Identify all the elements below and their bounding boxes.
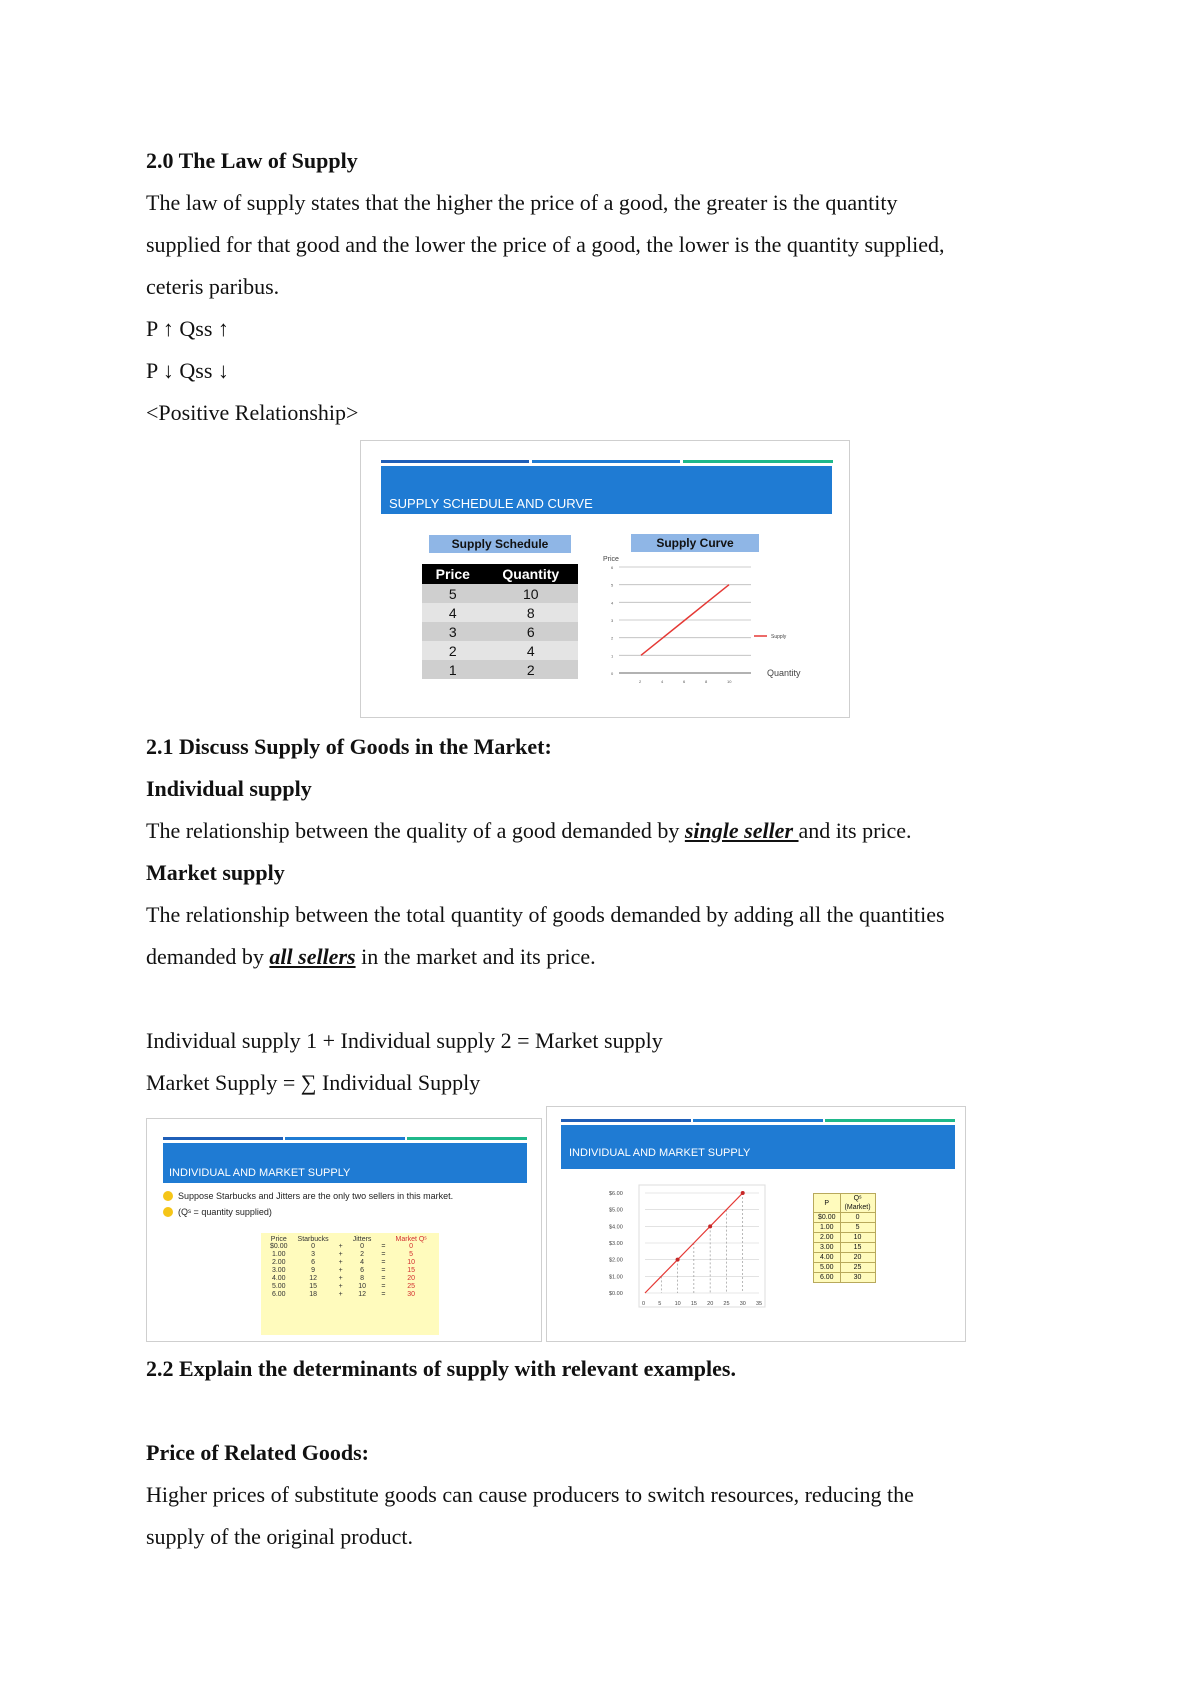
y-tick-label: $6.00 [609, 1191, 623, 1197]
section-heading-law-of-supply: 2.0 The Law of Supply [146, 148, 358, 173]
table-cell: 1.00 [271, 1251, 286, 1258]
table-cell: = [381, 1283, 386, 1290]
col-header-market: Market Qˢ [395, 1236, 427, 1243]
cell-price: 1 [422, 660, 484, 679]
subheading-related-goods: Price of Related Goods: [146, 1440, 369, 1465]
table-cell: 15 [840, 1243, 875, 1253]
section-heading-determinants: 2.2 Explain the determinants of supply with relevant examples. [146, 1356, 736, 1381]
table-cell: + [338, 1251, 343, 1258]
text-run: in the market and its price. [355, 944, 596, 969]
paragraph-line: supply of the original product. [146, 1524, 414, 1549]
slide-stripe [163, 1137, 283, 1140]
table-row [265, 1259, 432, 1267]
curve-label: Supply Curve [631, 534, 759, 552]
supply-schedule-slide [360, 440, 850, 718]
table-row [265, 1283, 432, 1291]
slide-title-bar [561, 1125, 955, 1169]
cell-price: 3 [422, 622, 484, 641]
slide-stripe [532, 460, 680, 463]
table-row [814, 1253, 876, 1263]
table-cell: 6 [360, 1267, 365, 1274]
table-cell: 15 [407, 1267, 415, 1274]
y-tick-label: 1 [611, 653, 614, 659]
table-cell: = [381, 1251, 386, 1258]
emphasis-all-sellers: all sellers [269, 944, 356, 969]
cell-quantity: 8 [484, 603, 578, 622]
x-tick-label: 10 [727, 679, 732, 684]
y-tick-label: 4 [611, 600, 614, 606]
x-tick-label: 5 [658, 1301, 662, 1307]
cell-price: 5 [422, 584, 484, 603]
y-tick-label: 0 [611, 671, 614, 676]
cell-quantity: 10 [484, 584, 578, 603]
table-cell: = [381, 1291, 386, 1298]
text-run: The relationship between the quality of a good demanded by [146, 818, 685, 843]
table-cell: 25 [407, 1283, 415, 1290]
table-cell: + [338, 1283, 343, 1290]
positive-relationship-note: <Positive Relationship> [146, 400, 359, 425]
table-cell: = [381, 1275, 386, 1282]
slide-stripe [561, 1119, 691, 1122]
smiley-icon [163, 1191, 173, 1201]
subheading-market-supply: Market supply [146, 860, 285, 885]
table-cell: 3 [311, 1251, 316, 1258]
market-supply-curve-slide [546, 1106, 966, 1342]
table-cell: 5 [409, 1251, 414, 1258]
table-cell: 10 [840, 1233, 875, 1243]
table-cell: + [338, 1291, 343, 1298]
emphasis-single-seller: single seller [684, 818, 799, 843]
table-cell: 5.00 [814, 1263, 841, 1273]
slide-title: INDIVIDUAL AND MARKET SUPPLY [569, 1147, 751, 1159]
market-supply-definition-line1: The relationship between the total quantity of goods demanded by adding all the quantities [146, 902, 945, 927]
y-tick-label: 5 [611, 582, 614, 588]
table-header-row [265, 1236, 432, 1243]
table-cell: + [338, 1275, 343, 1282]
table-row [265, 1243, 432, 1251]
x-tick-label: 20 [707, 1301, 714, 1307]
bullet-item [163, 1207, 272, 1217]
table-cell: 12 [358, 1291, 366, 1298]
table-cell: 15 [309, 1283, 317, 1290]
table-row [265, 1267, 432, 1275]
x-tick-label: 25 [723, 1301, 730, 1307]
table-cell: 1.00 [814, 1223, 841, 1233]
table-cell: 3.00 [814, 1243, 841, 1253]
table-row [814, 1263, 876, 1273]
y-tick-label: 2 [611, 635, 614, 641]
table-cell: 2.00 [271, 1259, 286, 1266]
y-tick-label: $5.00 [609, 1207, 623, 1214]
x-tick-label: 6 [683, 679, 686, 684]
table-row [422, 660, 578, 679]
table-row [265, 1275, 432, 1283]
individual-market-table-slide [146, 1118, 542, 1342]
y-tick-label: $1.00 [609, 1274, 623, 1281]
cell-quantity: 2 [484, 660, 578, 679]
slide-stripe [407, 1137, 527, 1140]
subheading-individual-supply: Individual supply [146, 776, 312, 801]
table-row [422, 622, 578, 641]
table-cell: 18 [309, 1291, 317, 1298]
market-quantity-table [265, 1236, 432, 1299]
table-row [265, 1291, 432, 1299]
table-cell: 0 [360, 1243, 365, 1250]
slide-title-bar [163, 1143, 527, 1183]
paragraph-line: The law of supply states that the higher the price of a good, the greater is the quantity [146, 190, 898, 215]
supply-schedule-table [422, 564, 578, 679]
col-header-jitters: Jitters [352, 1236, 372, 1243]
market-table-box [261, 1233, 439, 1335]
table-cell: = [381, 1243, 386, 1250]
table-row [422, 584, 578, 603]
y-tick-label: 6 [611, 565, 614, 570]
table-cell: 5.00 [271, 1283, 286, 1290]
col-header-blank [334, 1236, 348, 1243]
y-tick-label: 3 [611, 618, 614, 623]
y-axis-label: Price [603, 556, 619, 563]
col-header-quantity: Quantity [484, 564, 578, 584]
table-cell: 0 [409, 1243, 414, 1250]
col-header-price: Price [422, 564, 484, 584]
paragraph-line: Higher prices of substitute goods can cause producers to switch resources, reducing the [146, 1482, 914, 1507]
x-tick-label: 10 [674, 1301, 681, 1307]
table-cell: 8 [360, 1275, 365, 1282]
text-run: demanded by [146, 944, 270, 969]
x-tick-label: 2 [639, 679, 642, 684]
table-cell: 2 [360, 1251, 365, 1258]
price-up-relation: P ↑ Qss ↑ [146, 316, 229, 341]
table-cell: + [338, 1243, 343, 1250]
col-header-price: Price [270, 1236, 287, 1243]
table-cell: 3.00 [271, 1267, 286, 1274]
legend-label: Supply [771, 634, 787, 640]
x-axis-label: Quantity [767, 668, 801, 678]
bullet-text: Suppose Starbucks and Jitters are the only two sellers in this market. [178, 1191, 454, 1201]
equation-market-sigma: Market Supply = ∑ Individual Supply [146, 1070, 481, 1095]
table-cell: 30 [840, 1273, 875, 1283]
table-cell: = [381, 1267, 386, 1274]
cell-price: 2 [422, 641, 484, 660]
table-cell: 4.00 [271, 1275, 286, 1282]
cell-price: 4 [422, 603, 484, 622]
x-tick-label: 0 [642, 1301, 646, 1307]
table-cell: 9 [311, 1267, 316, 1274]
table-cell: 20 [840, 1253, 875, 1263]
col-header-blank [376, 1236, 390, 1243]
y-tick-label: $2.00 [609, 1257, 623, 1264]
bullet-text: (Qˢ = quantity supplied) [178, 1207, 272, 1217]
slide-title-bar [381, 466, 832, 514]
table-cell: 20 [407, 1275, 415, 1282]
table-cell: 6 [311, 1259, 316, 1266]
table-cell: 30 [407, 1291, 415, 1298]
slide-stripe [285, 1137, 405, 1140]
table-cell: 4 [360, 1259, 365, 1266]
col-header-sub: (Market) [844, 1204, 871, 1211]
text-run: and its price. [798, 818, 912, 843]
slide-stripe [381, 460, 529, 463]
x-tick-label: 30 [739, 1301, 746, 1307]
cell-quantity: 6 [484, 622, 578, 641]
table-cell: $0.00 [270, 1243, 288, 1250]
schedule-label: Supply Schedule [429, 535, 571, 553]
table-row [814, 1273, 876, 1283]
slide-stripe [693, 1119, 823, 1122]
table-row [814, 1223, 876, 1233]
y-tick-label: $4.00 [609, 1224, 623, 1231]
paragraph-line: ceteris paribus. [146, 274, 280, 299]
table-cell: 5 [840, 1223, 875, 1233]
slide-stripe [683, 460, 833, 463]
x-tick-label: 35 [756, 1301, 763, 1307]
table-row [422, 603, 578, 622]
col-header-q: Qˢ [853, 1195, 862, 1202]
data-point [676, 1258, 680, 1262]
table-cell: 6.00 [271, 1291, 286, 1298]
market-schedule-table [813, 1193, 876, 1283]
paragraph-line: supplied for that good and the lower the price of a good, the lower is the quantity supplied, [146, 232, 945, 257]
table-row [422, 641, 578, 660]
table-row [814, 1233, 876, 1243]
col-header-starbucks: Starbucks [297, 1236, 329, 1243]
price-down-relation: P ↓ Qss ↓ [146, 358, 229, 383]
x-tick-label: 15 [690, 1301, 697, 1307]
table-cell: = [381, 1259, 386, 1266]
table-row [265, 1251, 432, 1259]
supply-curve-chart [601, 551, 831, 711]
table-cell: 0 [840, 1213, 875, 1223]
slide-stripe [825, 1119, 955, 1122]
slide-title: SUPPLY SCHEDULE AND CURVE [389, 496, 593, 511]
bullet-item [163, 1191, 453, 1201]
table-cell: 6.00 [814, 1273, 841, 1283]
cell-quantity: 4 [484, 641, 578, 660]
table-cell: 2.00 [814, 1233, 841, 1243]
section-heading-supply-market: 2.1 Discuss Supply of Goods in the Market: [146, 734, 552, 759]
slide-title: INDIVIDUAL AND MARKET SUPPLY [169, 1167, 351, 1179]
y-tick-label: $0.00 [609, 1291, 623, 1297]
table-cell: 4.00 [814, 1253, 841, 1263]
table-cell: + [338, 1259, 343, 1266]
data-point [741, 1191, 745, 1195]
market-supply-chart [609, 1183, 809, 1333]
table-cell: 25 [840, 1263, 875, 1273]
y-tick-label: $3.00 [609, 1241, 623, 1247]
x-tick-label: 4 [661, 679, 664, 684]
equation-individual-sum: Individual supply 1 + Individual supply 2 = Market supply [146, 1028, 663, 1053]
individual-supply-definition [146, 818, 912, 844]
table-row [814, 1243, 876, 1253]
x-tick-label: 8 [705, 679, 708, 684]
table-cell: 0 [311, 1243, 316, 1250]
table-cell: + [338, 1267, 343, 1274]
data-point [708, 1224, 712, 1228]
plot-area [639, 1185, 765, 1307]
col-header-price: P [814, 1194, 841, 1213]
market-supply-definition-line2 [146, 944, 596, 970]
smiley-icon [163, 1207, 173, 1217]
table-row [814, 1213, 876, 1223]
table-cell: 12 [309, 1275, 317, 1282]
table-cell: $0.00 [814, 1213, 841, 1223]
table-cell: 10 [407, 1259, 415, 1266]
col-header-market-quantity [840, 1194, 875, 1213]
table-cell: 10 [358, 1283, 366, 1290]
